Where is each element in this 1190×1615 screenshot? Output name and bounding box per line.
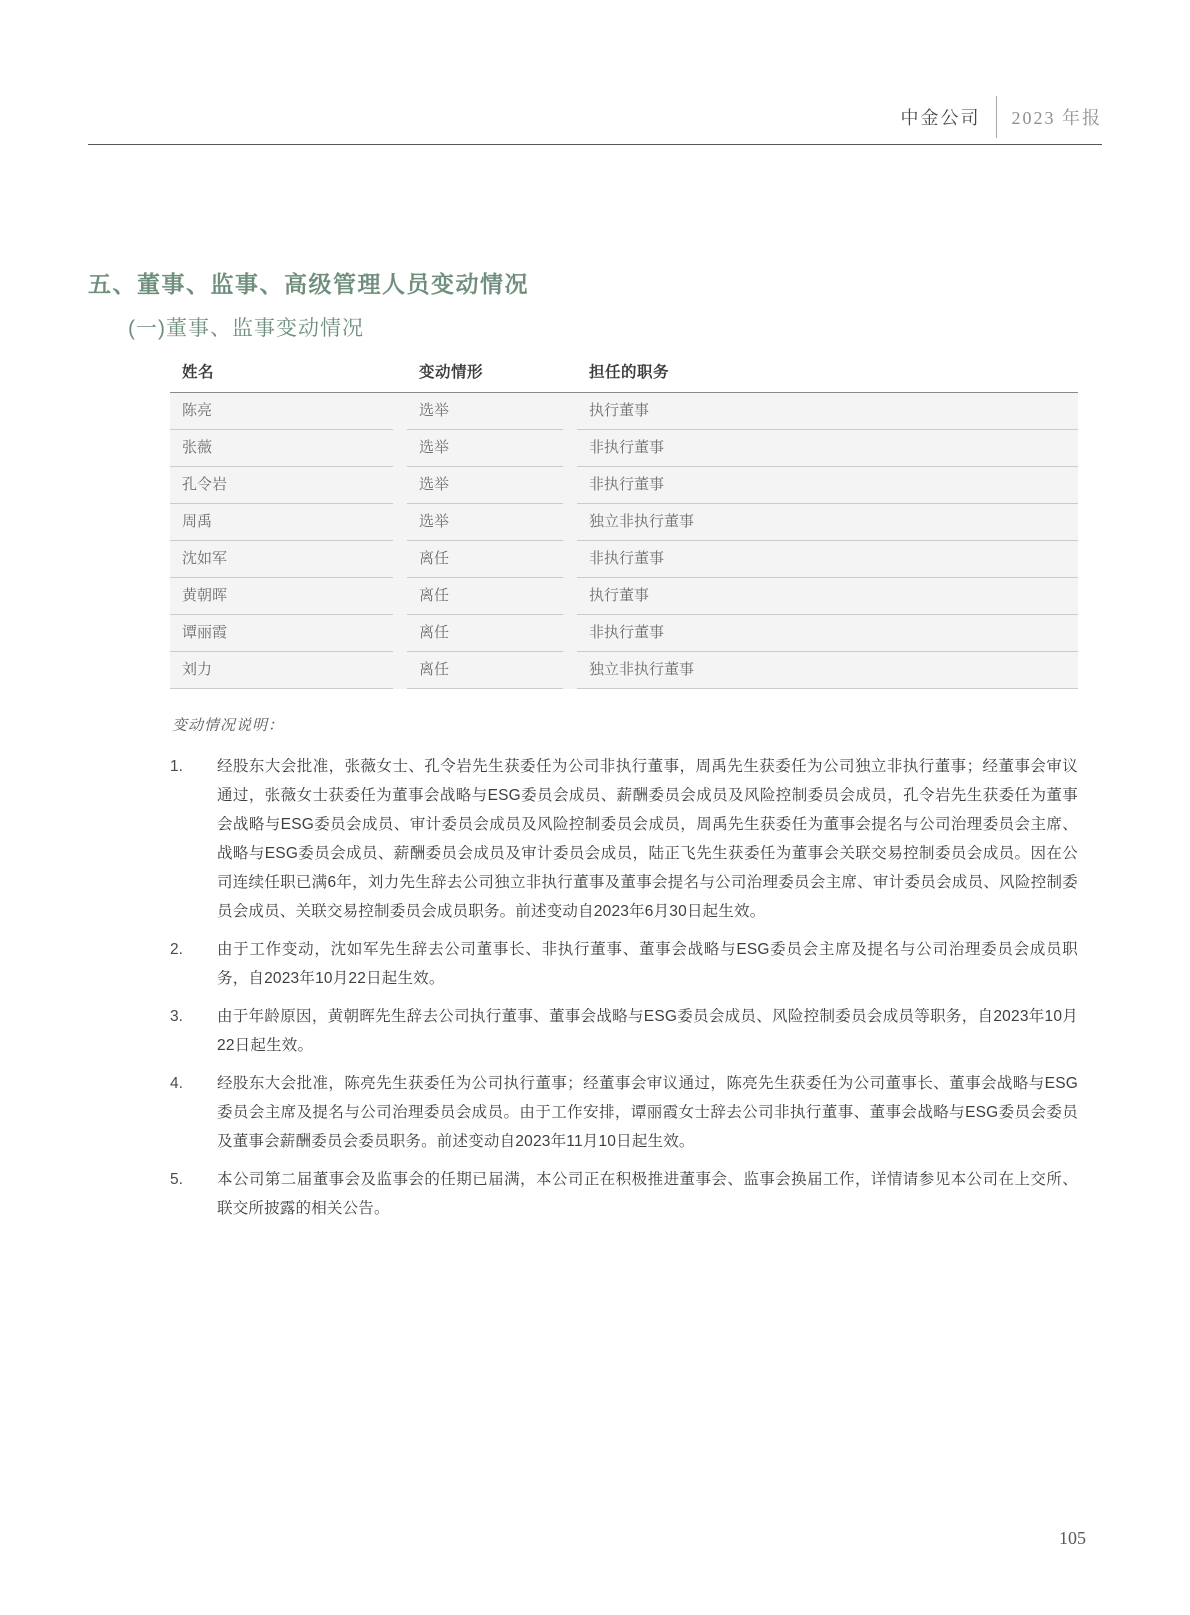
note-item [170, 1069, 1078, 1156]
cell-change: 选举 [407, 467, 563, 504]
directors-change-table [170, 360, 1078, 689]
cell-change: 离任 [407, 578, 563, 615]
cell-name: 沈如军 [170, 541, 393, 578]
cell-position: 独立非执行董事 [577, 652, 1078, 689]
cell-position: 非执行董事 [577, 615, 1078, 652]
cell-name: 张薇 [170, 430, 393, 467]
cell-change: 离任 [407, 541, 563, 578]
cell-change: 选举 [407, 430, 563, 467]
column-header-name: 姓名 [182, 364, 215, 381]
report-year: 2023 年报 [1011, 108, 1102, 128]
header-divider [996, 96, 997, 138]
note-text: 经股东大会批准，陈亮先生获委任为公司执行董事；经董事会审议通过，陈亮先生获委任为公司董事长、董事会战略与ESG委员会主席及提名与公司治理委员会成员。由于工作安排，谭丽霞女士辞去公司非执行董事、董事会战略与ESG委员会委员及董事会薪酬委员会委员职务。前述变动自2023年11月10日起生效。 [217, 1075, 1078, 1150]
company-name: 中金公司 [900, 108, 981, 128]
section-subtitle: (一)董事、监事变动情况 [128, 317, 364, 340]
cell-name: 陈亮 [170, 393, 393, 430]
cell-position: 非执行董事 [577, 430, 1078, 467]
cell-name: 周禹 [170, 504, 393, 541]
section-title: 五、董事、监事、高级管理人员变动情况 [88, 271, 529, 297]
table-row [170, 504, 1078, 541]
cell-name: 刘力 [170, 652, 393, 689]
table-row [170, 393, 1078, 430]
note-text: 本公司第二届董事会及监事会的任期已届满，本公司正在积极推进董事会、监事会换届工作，详情请参见本公司在上交所、联交所披露的相关公告。 [217, 1171, 1078, 1217]
note-number: 4. [170, 1075, 183, 1092]
cell-position: 执行董事 [577, 393, 1078, 430]
notes-label: 变动情况说明： [172, 717, 285, 734]
page-number: 105 [1059, 1528, 1086, 1548]
table-body [170, 393, 1078, 689]
note-number: 3. [170, 1008, 183, 1025]
cell-position: 执行董事 [577, 578, 1078, 615]
note-item [170, 1165, 1078, 1223]
table-header-row [170, 360, 1078, 393]
table-row [170, 467, 1078, 504]
note-text: 经股东大会批准，张薇女士、孔令岩先生获委任为公司非执行董事，周禹先生获委任为公司独立非执行董事；经董事会审议通过，张薇女士获委任为董事会战略与ESG委员会成员、薪酬委员会成员及风险控制委员会成员，孔令岩先生获委任为董事会战略与ESG委员会成员、审计委员会成员及风险控制委员会成员，周禹先生获委任为董事会提名与公司治理委员会主席、战略与ESG委员会成员、薪酬委员会成员及审计委员会成员，陆正飞先生获委任为董事会关联交易控制委员会成员。因在公司连续任职已满6年，刘力先生辞去公司独立非执行董事及董事会提名与公司治理委员会主席、审计委员会成员、风险控制委员会成员、关联交易控制委员会成员职务。前述变动自2023年6月30日起生效。 [217, 758, 1078, 920]
note-number: 2. [170, 941, 183, 958]
notes-list [170, 752, 1078, 1232]
cell-change: 选举 [407, 393, 563, 430]
note-item [170, 1002, 1078, 1060]
note-number: 5. [170, 1171, 183, 1188]
note-item [170, 752, 1078, 926]
table-row [170, 430, 1078, 467]
note-text: 由于年龄原因，黄朝晖先生辞去公司执行董事、董事会战略与ESG委员会成员、风险控制委员会成员等职务，自2023年10月22日起生效。 [217, 1008, 1078, 1054]
cell-position: 非执行董事 [577, 541, 1078, 578]
note-item [170, 935, 1078, 993]
cell-change: 离任 [407, 615, 563, 652]
column-header-change: 变动情形 [419, 364, 484, 381]
cell-change: 离任 [407, 652, 563, 689]
cell-name: 孔令岩 [170, 467, 393, 504]
running-header [88, 98, 1102, 145]
table-row [170, 652, 1078, 689]
cell-change: 选举 [407, 504, 563, 541]
table-row [170, 615, 1078, 652]
cell-name: 谭丽霞 [170, 615, 393, 652]
cell-position: 独立非执行董事 [577, 504, 1078, 541]
cell-name: 黄朝晖 [170, 578, 393, 615]
table-row [170, 578, 1078, 615]
table-row [170, 541, 1078, 578]
column-header-position: 担任的职务 [589, 364, 670, 381]
note-number: 1. [170, 758, 183, 775]
note-text: 由于工作变动，沈如军先生辞去公司董事长、非执行董事、董事会战略与ESG委员会主席及提名与公司治理委员会成员职务，自2023年10月22日起生效。 [217, 941, 1078, 987]
cell-position: 非执行董事 [577, 467, 1078, 504]
